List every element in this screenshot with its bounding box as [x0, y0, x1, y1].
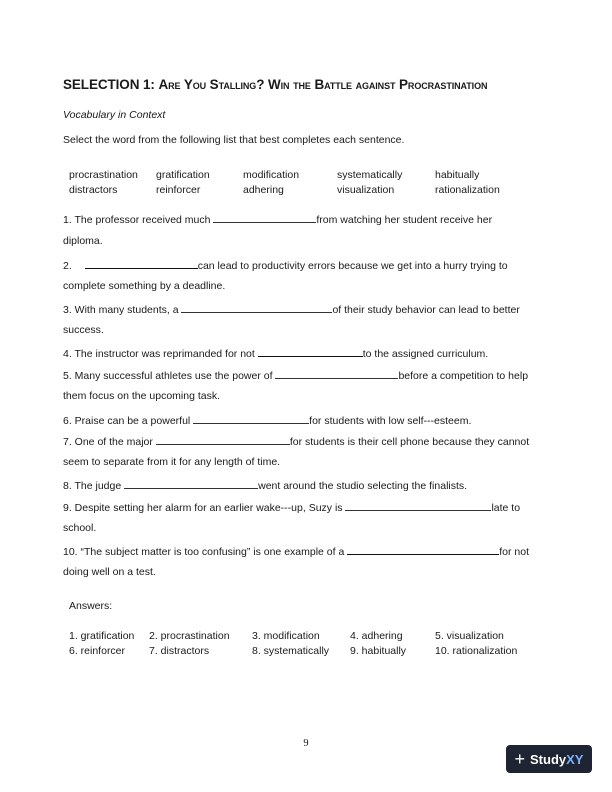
subheading: Vocabulary in Context	[63, 109, 166, 121]
studyxy-badge[interactable]	[506, 745, 592, 773]
word-bank-item: reinforcer	[156, 184, 201, 196]
sentence-7: 7. One of the major for students is their cell phone because they cannot	[63, 436, 530, 448]
word-bank-item: rationalization	[435, 184, 500, 196]
plus-icon: +	[514, 749, 526, 769]
answer-blank	[193, 413, 309, 424]
answer-item: 1. gratification	[69, 630, 135, 642]
word-bank-item: distractors	[69, 184, 118, 196]
sentence-10-continued: doing well on a test.	[63, 566, 156, 578]
sentence-9: 9. Despite setting her alarm for an earlier wake---up, Suzy is late to	[63, 502, 521, 514]
answer-item: 10. rationalization	[435, 645, 518, 657]
word-bank-item: visualization	[337, 184, 395, 196]
word-bank-item: procrastination	[69, 169, 138, 181]
answers-label: Answers:	[69, 600, 113, 612]
answer-blank	[213, 212, 316, 223]
word-bank-item: adhering	[243, 184, 284, 196]
sentence-1-continued: diploma.	[63, 235, 103, 247]
brand-xy: XY	[566, 751, 584, 767]
word-bank-item: systematically	[337, 169, 403, 181]
selection-title: SELECTION 1: Are You Stalling? Win the Battle against Procrastination	[63, 77, 488, 92]
answer-item: 4. adhering	[350, 630, 403, 642]
sentence-7-continued: seem to separate from it for any length of time.	[63, 456, 281, 468]
sentence-5-continued: them focus on the upcoming task.	[63, 390, 221, 402]
instructions: Select the word from the following list that best completes each sentence.	[63, 134, 405, 146]
sentence-3: 3. With many students, a of their study behavior can lead to better	[63, 304, 520, 316]
answer-item: 3. modification	[252, 630, 320, 642]
answer-blank	[258, 346, 363, 357]
answer-blank	[347, 544, 499, 555]
answer-item: 8. systematically	[252, 645, 330, 657]
answer-item: 7. distractors	[149, 645, 210, 657]
answer-blank	[124, 478, 258, 489]
answer-item: 9. habitually	[350, 645, 407, 657]
answer-blank	[275, 368, 398, 379]
answer-item: 2. procrastination	[149, 630, 230, 642]
sentence-9-continued: school.	[63, 522, 97, 534]
sentence-6: 6. Praise can be a powerful for students with low self---esteem.	[63, 415, 472, 427]
sentence-1: 1. The professor received much from watching her student receive her	[63, 214, 493, 226]
sentence-2-continued: complete something by a deadline.	[63, 280, 226, 292]
page-number: 9	[303, 738, 309, 749]
sentence-4: 4. The instructor was reprimanded for not to the assigned curriculum.	[63, 348, 489, 360]
brand-study: Study	[530, 751, 567, 767]
answer-blank	[181, 302, 332, 313]
sentence-2: 2. can lead to productivity errors because we get into a hurry trying to	[63, 260, 508, 272]
answer-blank	[85, 258, 198, 269]
sentence-5: 5. Many successful athletes use the power of before a competition to help	[63, 370, 529, 382]
word-bank-item: modification	[243, 169, 300, 181]
word-bank-item: habitually	[435, 169, 480, 181]
word-bank-item: gratification	[156, 169, 210, 181]
answer-item: 6. reinforcer	[69, 645, 126, 657]
answer-item: 5. visualization	[435, 630, 504, 642]
sentence-10: 10. “The subject matter is too confusing” is one example of a for not	[63, 546, 530, 558]
answer-blank	[156, 434, 290, 445]
answer-blank	[345, 500, 491, 511]
sentence-8: 8. The judge went around the studio selecting the finalists.	[63, 480, 468, 492]
sentence-3-continued: success.	[63, 324, 104, 336]
